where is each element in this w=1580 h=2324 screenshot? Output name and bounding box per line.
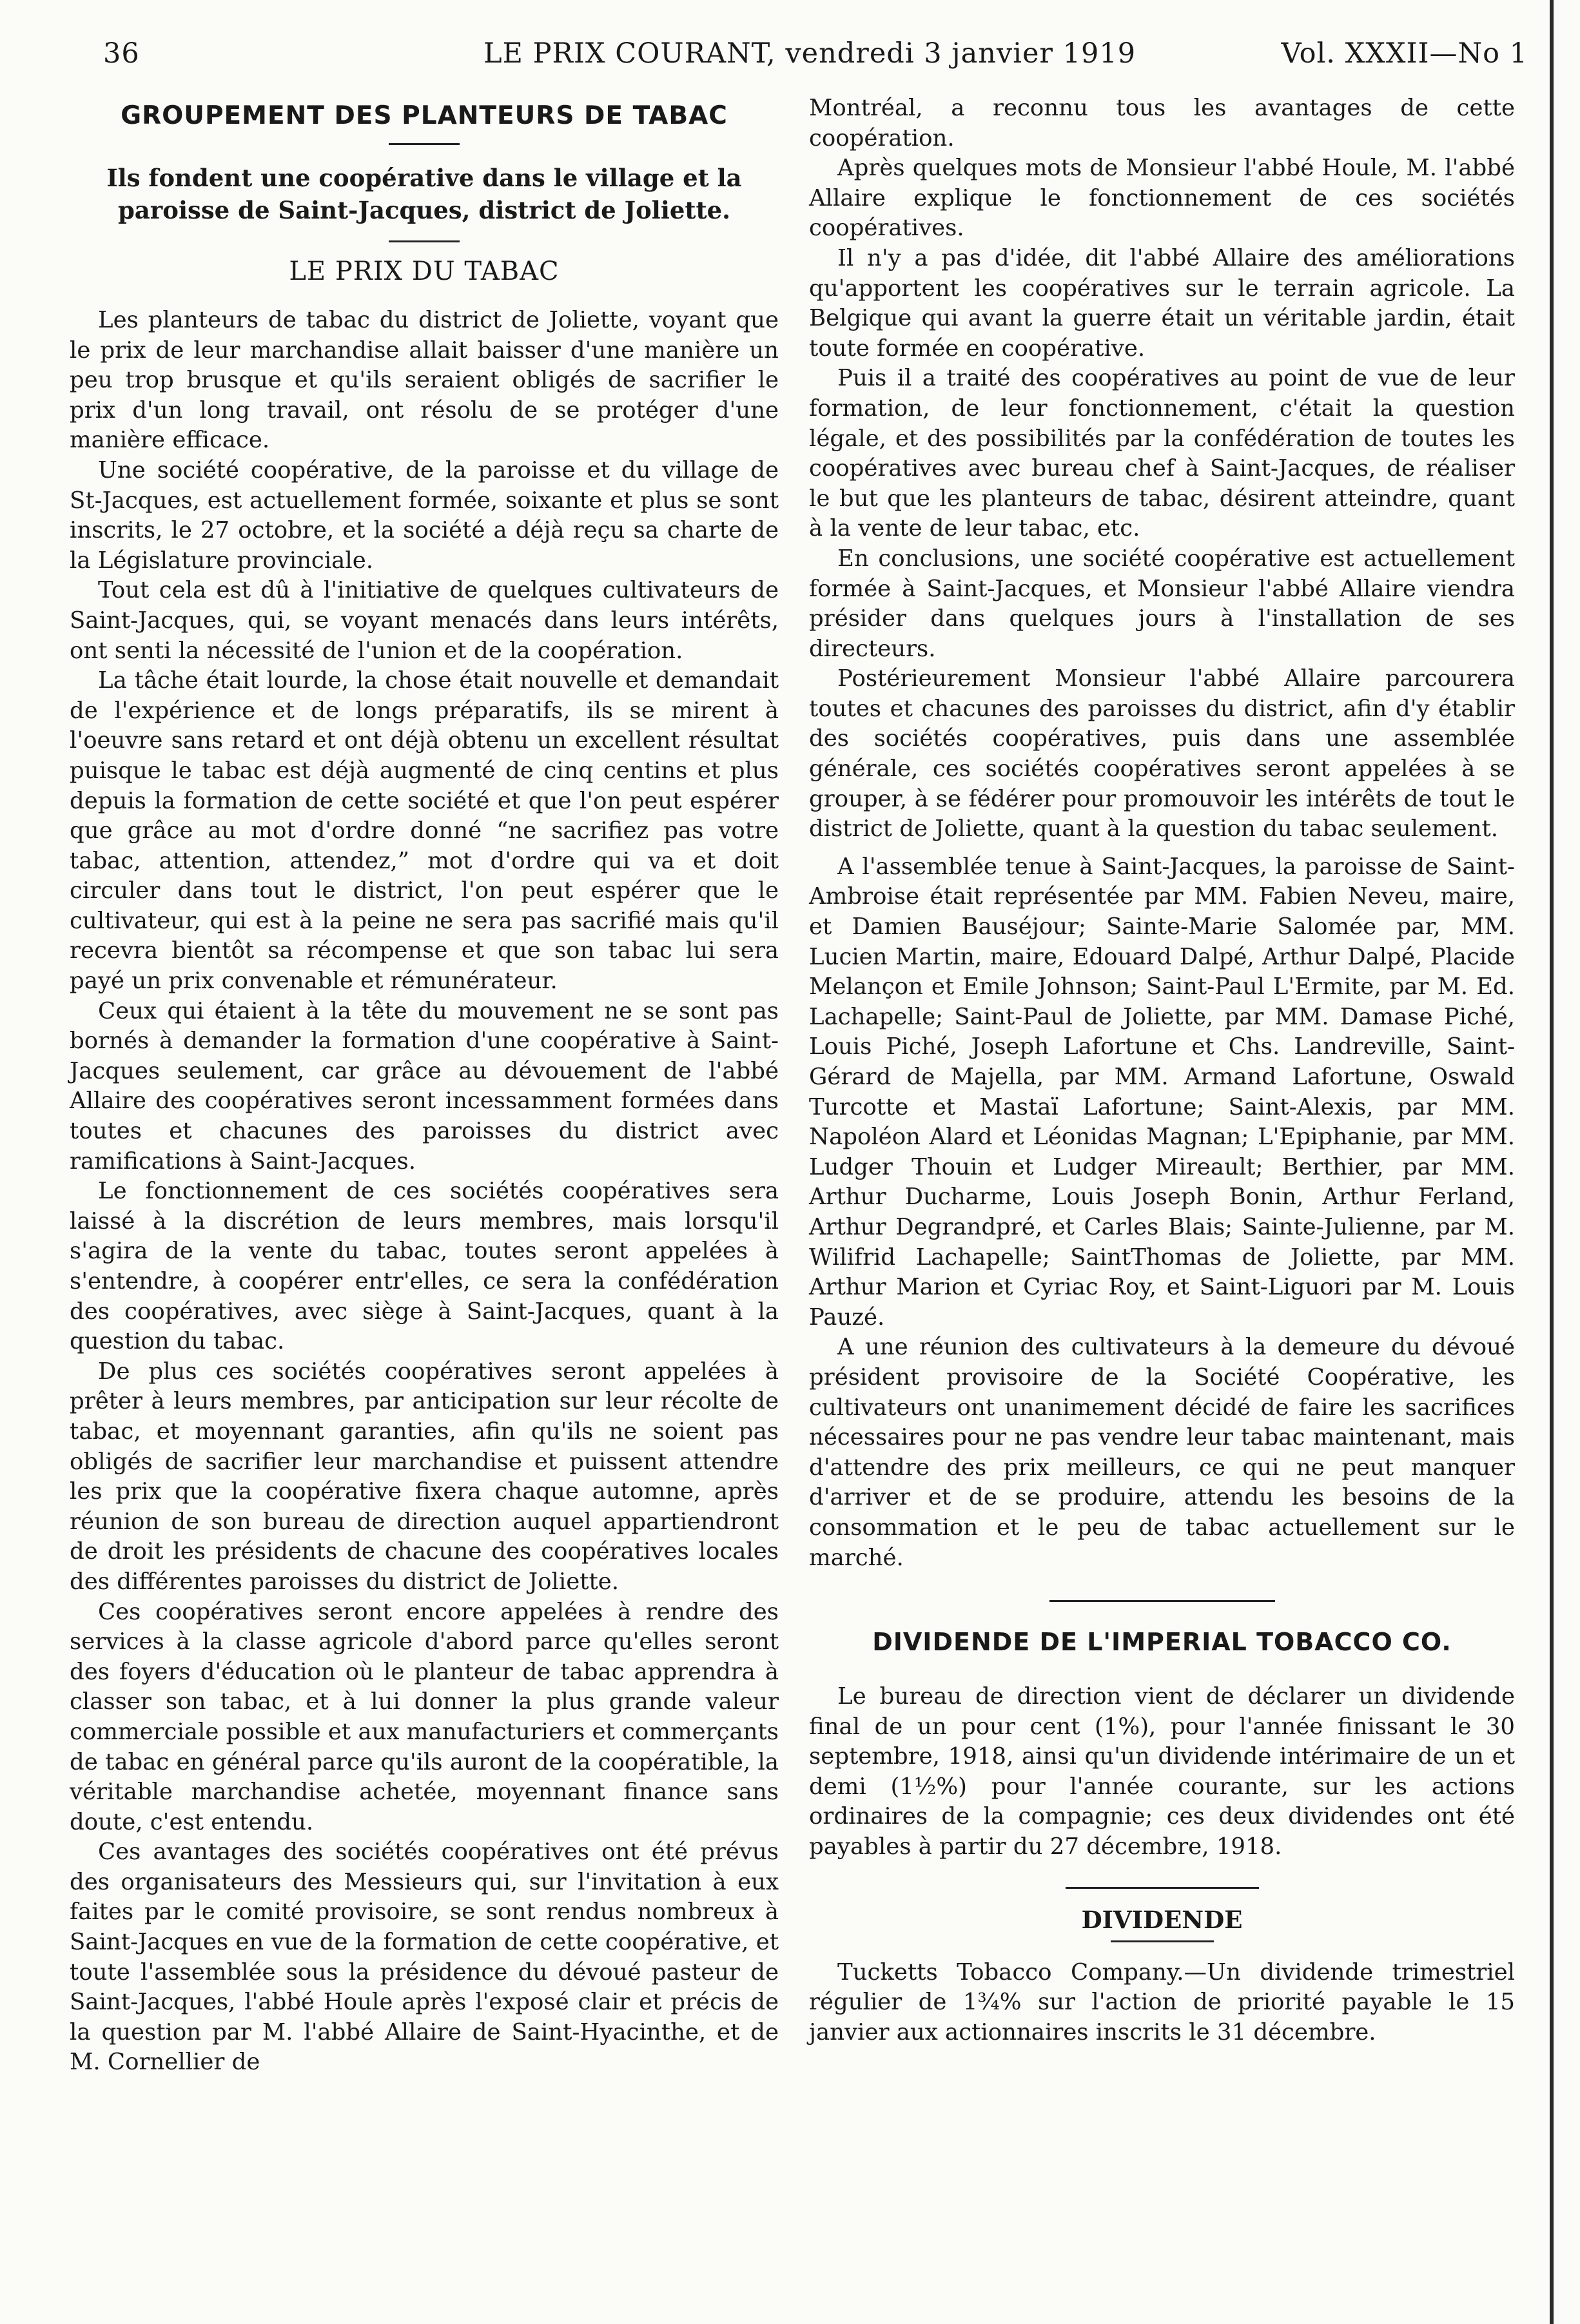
article-title: GROUPEMENT DES PLANTEURS DE TABAC (121, 101, 728, 130)
publication-line: LE PRIX COURANT, vendredi 3 janvier 1919 (483, 37, 1136, 70)
paragraph: De plus ces sociétés coopératives seront appelées à prêter à leurs membres, par anticipation sur leur récolte de tabac, et moyennant garanties, afin qu'ils ne soient pas obligés de sacrifier leur marchandise et puissent attendre les prix que la coopérative fixera chaque automne, après réunion de son bureau de direction auquel appartiendront de droit les présidents de chacune des coopératives locales des différentes paroisses du district de Joliette. (70, 1358, 779, 1595)
paragraph: Ces coopératives seront encore appelées à rendre des services à la classe agricole d'abord parce qu'elles seront des foyers d'éducation où le planteur de tabac apprendra à classer son tabac, et à lui donner la plus grande valeur commerciale possible et aux manufacturiers et commerçants de tabac en général parce qu'ils auront de la coopératible, la véritable marchandise achetée, moyennant finance sans doute, c'est entendu. (70, 1598, 779, 1835)
divider (1066, 1887, 1259, 1889)
paragraph: La tâche était lourde, la chose était nouvelle et demandait de l'expérience et de longs préparatifs, ils se mirent à l'oeuvre sans retard et ont déjà obtenu un excellent résultat puisque le tabac est déjà augmenté de cinq centins et plus depuis la formation de cette société et que l'on peut espérer que grâce au mot d'ordre donné “ne sacrifiez pas votre tabac, attention, attendez,” mot d'ordre qui va et doit circuler dans tout le district, l'on peut espérer que le cultivateur, qui est à la peine ne sera pas sacrifié mais qu'il recevra bientôt sa récompense et que son tabac lui sera payé un prix convenable et rémunérateur. (70, 667, 779, 995)
paragraph: Le fonctionnement de ces sociétés coopératives sera laissé à la discrétion de leurs membres, mais lorsqu'il s'agira de la vente du tabac, toutes seront appelées à s'entendre, à coopérer entr'elles, ce sera la confédération des coopératives, avec siège à Saint-Jacques, quant à la question du tabac. (70, 1178, 779, 1355)
paragraph: A l'assemblée tenue à Saint-Jacques, la paroisse de Saint-Ambroise était représentée par MM. Fabien Neveu, maire, et Damien Bauséjour; Sainte-Marie Salomée par, MM. Lucien Martin, maire, Edouard Dalpé, Arthur Dalpé, Placide Melançon et Emile Johnson; Saint-Paul L'Ermite, par M. Ed. Lachapelle; Saint-Paul de Joliette, par MM. Damase Piché, Louis Piché, Joseph Lafortune et Chs. Landreville, Saint-Gérard de Majella, par MM. Armand Lafortune, Oswald Turcotte et Mastaï Lafortune; Saint-Alexis, par MM. Napoléon Alard et Léonidas Magnan; L'Epiphanie, par MM. Ludger Thouin et Ludger Mireault; Berthier, par MM. Arthur Ducharme, Louis Joseph Bonin, Arthur Ferland, Arthur Degrandpré, et Carles Blais; Sainte-Julienne, par M. Wilifrid Lachapelle; SaintThomas de Joliette, par MM. Arthur Marion et Cyriac Roy, et Saint-Liguori par M. Louis Pauzé. (809, 853, 1515, 1331)
page-number: 36 (103, 37, 140, 70)
paragraph: Ces avantages des sociétés coopératives ont été prévus des organisateurs des Messieurs qui, sur l'invitation à eux faites par le comité provisoire, se sont rendus nombreux à Saint-Jacques en vue de la formation de cette coopérative, et toute l'assemblée sous la présidence du dévoué pasteur de Saint-Jacques, l'abbé Houle après l'exposé clair et précis de la question par M. l'abbé Allaire de Saint-Hyacinthe, et de M. Cornellier de (70, 1839, 779, 2076)
page-header (103, 37, 1528, 76)
divider (1049, 1600, 1275, 1602)
article-subtitle: Ils fondent une coopérative dans le village et la paroisse de Saint-Jacques, district de Joliette. (106, 164, 742, 224)
volume-number: Vol. XXXII—No 1 (1281, 37, 1528, 70)
page-edge-rule (1550, 0, 1554, 2324)
section-heading: LE PRIX DU TABAC (289, 257, 560, 286)
paragraph: Tout cela est dû à l'initiative de quelques cultivateurs de Saint-Jacques, qui, se voyant menacés dans leurs intérêts, ont senti la nécessité de l'union et de la coopération. (70, 577, 779, 664)
left-column (70, 93, 779, 2078)
paragraph: Postérieurement Monsieur l'abbé Allaire parcourera toutes et chacunes des paroisses du district, afin d'y établir des sociétés coopératives, puis dans une assemblée générale, ces sociétés coopératives seront appelées à se grouper, à se fédérer pour promouvoir les intérêts de tout le district de Joliette, quant à la question du tabac seulement. (809, 665, 1515, 843)
paragraph: Ceux qui étaient à la tête du mouvement ne se sont pas bornés à demander la formation d'une coopérative à Saint-Jacques seulement, car grâce au dévouement de l'abbé Allaire des coopératives seront incessamment formées dans toutes et chacunes des paroisses du district avec ramifications à Saint-Jacques. (70, 997, 779, 1175)
article-title: DIVIDENDE (1081, 1905, 1243, 1934)
right-column (809, 93, 1515, 2047)
paragraph: Montréal, a reconnu tous les avantages de cette coopération. (809, 95, 1515, 151)
article-title: DIVIDENDE DE L'IMPERIAL TOBACCO CO. (872, 1628, 1452, 1657)
paragraph: Après quelques mots de Monsieur l'abbé Houle, M. l'abbé Allaire explique le fonctionnement de ces sociétés coopératives. (809, 155, 1515, 242)
paragraph: Une société coopérative, de la paroisse et du village de St-Jacques, est actuellement formée, soixante et plus se sont inscrits, le 27 octobre, et la société a déjà reçu sa charte de la Législature provinciale. (70, 456, 779, 574)
paragraph: Les planteurs de tabac du district de Joliette, voyant que le prix de leur marchandise allait baisser d'une manière un peu trop brusque et qu'ils seraient obligés de sacrifier le prix d'un long travail, ont résolu de se protéger d'une manière efficace. (70, 307, 779, 454)
paragraph: En conclusions, une société coopérative est actuellement formée à Saint-Jacques, et Monsieur l'abbé Allaire viendra présider dans quelques jours à l'installation de ses directeurs. (809, 545, 1515, 662)
divider (389, 143, 460, 145)
divider (389, 240, 460, 242)
paragraph: Le bureau de direction vient de déclarer un dividende final de un pour cent (1%), pour l'année finissant le 30 septembre, 1918, ainsi qu'un dividende intérimaire de un et demi (1½%) pour l'année courante, sur les actions ordinaires de la compagnie; ces deux dividendes ont été payables à partir du 27 décembre, 1918. (809, 1683, 1515, 1860)
paragraph: Tucketts Tobacco Company.—Un dividende trimestriel régulier de 1¾% sur l'action de priorité payable le 15 janvier aux actionnaires inscrits le 31 décembre. (809, 1958, 1515, 2046)
paragraph: Puis il a traité des coopératives au point de vue de leur formation, de leur fonctionnement, c'était la question légale, et des possibilités par la confédération de toutes les coopératives avec bureau chef à Saint-Jacques, de réaliser le but que les planteurs de tabac, désirent atteindre, quant à la vente de leur tabac, etc. (809, 365, 1515, 542)
paragraph: Il n'y a pas d'idée, dit l'abbé Allaire des améliorations qu'apportent les coopératives sur le terrain agricole. La Belgique qui avant la guerre était un véritable jardin, était toute formée en coopérative. (809, 244, 1515, 362)
paragraph: A une réunion des cultivateurs à la demeure du dévoué président provisoire de la Société Coopérative, les cultivateurs ont unanimement décidé de faire les sacrifices nécessaires pour ne pas vendre leur tabac maintenant, mais d'attendre des prix meilleurs, ce qui ne peut manquer d'arriver et de se produire, attendu les besoins de la consommation et le peu de tabac actuellement sur le marché. (809, 1334, 1515, 1571)
